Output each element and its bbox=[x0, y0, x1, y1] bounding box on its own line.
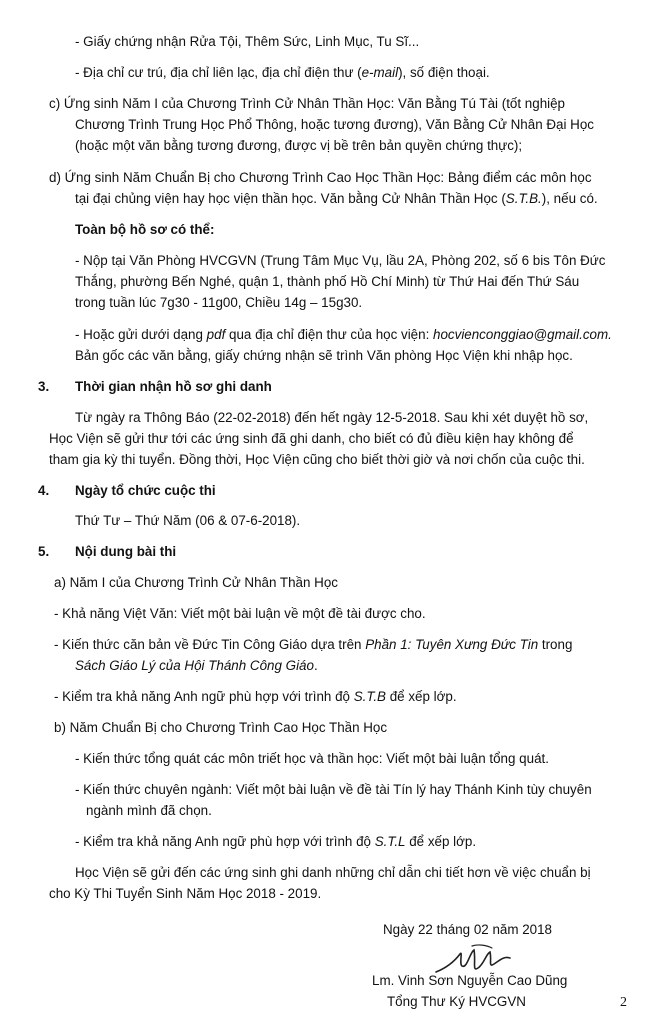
section5-a-title: a) Năm I của Chương Trình Cử Nhân Thần Học bbox=[54, 575, 338, 590]
section5-a1: - Khả năng Việt Văn: Viết một bài luận về một đề tài được cho. bbox=[54, 606, 426, 621]
signer-title: Tổng Thư Ký HVCGVN bbox=[387, 994, 526, 1009]
item-d-line1: d) Ứng sinh Năm Chuẩn Bị cho Chương Trình Cao Học Thần Học: Bảng điểm các môn học bbox=[49, 170, 592, 185]
section5-b-title: b) Năm Chuẩn Bị cho Chương Trình Cao Học Thần Học bbox=[54, 720, 388, 735]
closing-line2: cho Kỳ Thi Tuyển Sinh Năm Học 2018 - 2019. bbox=[49, 886, 322, 901]
item-c-line3: (hoặc một văn bằng tương đương, được vị bề trên bản quyền chứng thực); bbox=[75, 138, 523, 153]
page-number: 2 bbox=[620, 995, 627, 1010]
section3-line1: Từ ngày ra Thông Báo (22-02-2018) đến hết ngày 12-5-2018. Sau khi xét duyệt hồ sơ, bbox=[75, 410, 589, 425]
dossier-submit-line2: Thắng, phường Bến Nghé, quận 1, thành phố Hồ Chí Minh) từ Thứ Hai đến Thứ Sáu bbox=[75, 274, 580, 289]
section4-title: Ngày tổ chức cuộc thi bbox=[75, 483, 216, 498]
section4-number: 4. bbox=[38, 483, 50, 498]
section5-b1: - Kiến thức tổng quát các môn triết học và thần học: Viết một bài luận tổng quát. bbox=[75, 751, 549, 766]
section5-title: Nội dung bài thi bbox=[75, 544, 177, 559]
section4-date-line: Thứ Tư – Thứ Năm (06 & 07-6-2018). bbox=[75, 513, 301, 528]
item-d-line2: tại đại chủng viện hay học viện thần học. Văn bằng Cử Nhân Thần Học (S.T.B.), nếu có. bbox=[75, 191, 598, 206]
section5-b3: - Kiểm tra khả năng Anh ngữ phù hợp với trình độ S.T.L để xếp lớp. bbox=[75, 834, 477, 849]
section3-number: 3. bbox=[38, 379, 50, 394]
dossier-submit-line3: trong tuần lúc 7g30 - 11g00, Chiều 14g – 15g30. bbox=[75, 295, 363, 310]
signer-name: Lm. Vinh Sơn Nguyễn Cao Dũng bbox=[372, 973, 568, 988]
section5-a2-line2: Sách Giáo Lý của Hội Thánh Công Giáo. bbox=[75, 658, 318, 673]
bullet-addresses: - Địa chỉ cư trú, địa chỉ liên lạc, địa chỉ điện thư (e-mail), số điện thoại. bbox=[75, 65, 490, 80]
section5-a2-line1: - Kiến thức căn bản về Đức Tin Công Giáo dựa trên Phần 1: Tuyên Xưng Đức Tin trong bbox=[54, 637, 573, 652]
section5-number: 5. bbox=[38, 544, 50, 559]
item-c-line2: Chương Trình Trung Học Phổ Thông, hoặc tương đương), Văn Bằng Cử Nhân Đại Học bbox=[75, 117, 594, 132]
dossier-submit-line1: - Nộp tại Văn Phòng HVCGVN (Trung Tâm Mục Vụ, lầu 2A, Phòng 202, số 6 bis Tôn Đức bbox=[75, 253, 606, 268]
email-address: hocvienconggiao@gmail.com. bbox=[433, 327, 612, 342]
section3-line3: tham gia kỳ thi tuyển. Đồng thời, Học Viện cũng cho biết thời giờ và nơi chốn của cuộc thi. bbox=[49, 452, 585, 467]
section3-title: Thời gian nhận hồ sơ ghi danh bbox=[75, 379, 272, 394]
dossier-send-line2: Bản gốc các văn bằng, giấy chứng nhận sẽ trình Văn phòng Học Viện khi nhập học. bbox=[75, 348, 573, 363]
bullet-certificates: - Giấy chứng nhận Rửa Tội, Thêm Sức, Linh Mục, Tu Sĩ... bbox=[75, 34, 420, 49]
item-c-line1: c) Ứng sinh Năm I của Chương Trình Cử Nhân Thần Học: Văn Bằng Tú Tài (tốt nghiệp bbox=[49, 96, 566, 111]
section3-line2: Học Viện sẽ gửi thư tới các ứng sinh đã ghi danh, cho biết có đủ điều kiện hay không để bbox=[49, 431, 574, 446]
closing-line1: Học Viện sẽ gửi đến các ứng sinh ghi danh những chỉ dẫn chi tiết hơn về việc chuẩn bị bbox=[75, 865, 591, 880]
document-date: Ngày 22 tháng 02 năm 2018 bbox=[383, 922, 552, 937]
section5-b2-line1: - Kiến thức chuyên ngành: Viết một bài luận về đề tài Tín lý hay Thánh Kinh tùy chuyên bbox=[75, 782, 592, 797]
dossier-send-line1: - Hoặc gửi dưới dạng pdf qua địa chỉ điện thư của học viện: hocvienconggiao@gmail.com. bbox=[75, 327, 612, 342]
section5-a3: - Kiểm tra khả năng Anh ngữ phù hợp với trình độ S.T.B để xếp lớp. bbox=[54, 689, 457, 704]
section5-b2-line2: ngành mình đã chọn. bbox=[86, 803, 212, 818]
dossier-heading: Toàn bộ hồ sơ có thể: bbox=[75, 222, 215, 237]
